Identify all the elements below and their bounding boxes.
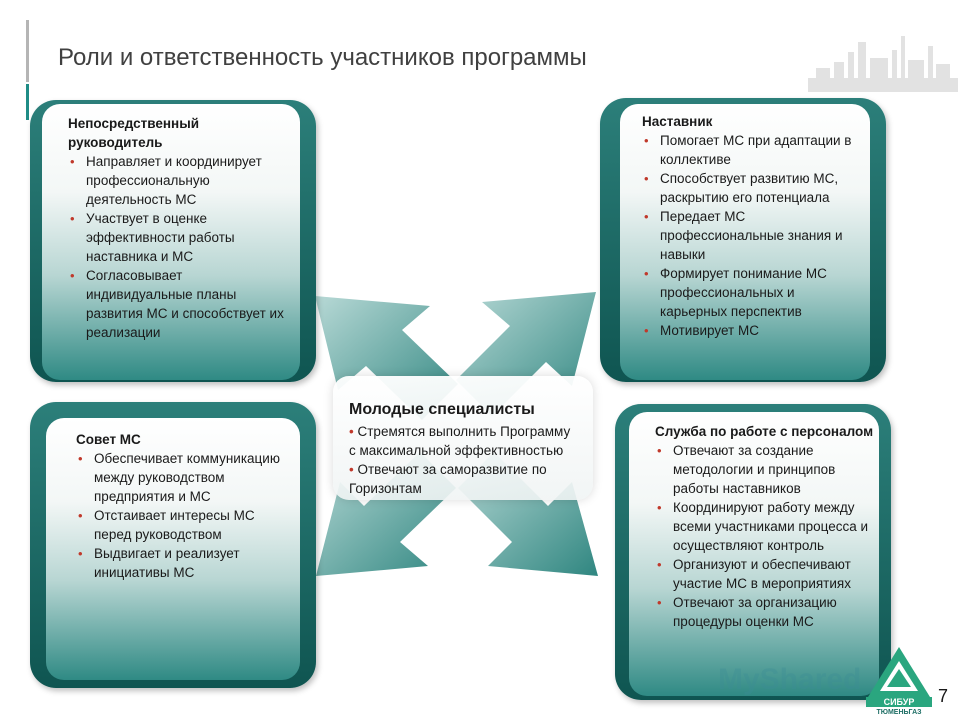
hr-card-content (629, 412, 879, 696)
watermark: MyShared (718, 663, 862, 696)
list-item: • Помогает МС при адаптации в коллективе (642, 131, 864, 169)
sibur-logo-icon (866, 645, 932, 715)
list-item: • Мотивирует МС (642, 321, 864, 340)
mentor-card-title: Наставник (642, 114, 713, 129)
list-item: • Обеспечивает коммуникацию между руководством предприятия и МС (76, 449, 292, 506)
list-item: • Отвечают за организацию процедуры оценки МС (655, 593, 875, 631)
list-item: • Согласовывает индивидуальные планы развития МС и способствует их реализации (68, 266, 290, 342)
logo-subtitle: ТЮМЕНЬГАЗ (876, 709, 922, 715)
hr-card-title: Служба по работе с персоналом (655, 424, 874, 439)
manager-card (30, 100, 316, 382)
hr-card (615, 404, 891, 700)
bullet-icon: • (349, 462, 354, 477)
council-card-content (46, 418, 300, 680)
manager-card-list (68, 152, 290, 342)
list-item: • Организуют и обеспечивают участие МС в мероприятиях (655, 555, 875, 593)
list-item: • Выдвигает и реализует инициативы МС (76, 544, 292, 582)
hr-card-list (655, 441, 875, 631)
list-item: • Координируют работу между всеми участниками процесса и осуществляют контроль (655, 498, 875, 555)
mentor-card-content (620, 104, 870, 380)
council-card-title: Совет МС (76, 432, 141, 447)
council-card (30, 402, 316, 688)
young-specialists-item (349, 460, 579, 498)
mentor-card-list (642, 131, 864, 340)
logo-name: СИБУР (883, 697, 915, 707)
young-specialists-text: Отвечают за саморазвитие по Горизонтам (349, 462, 547, 496)
list-item: • Передает МС профессиональные знания и навыки (642, 207, 864, 264)
mentor-card (600, 98, 886, 382)
page-number: 7 (938, 686, 949, 706)
young-specialists-item (349, 422, 579, 460)
manager-card-title: Непосредственный руководитель (68, 116, 200, 150)
list-item: • Отстаивает интересы МС перед руководством (76, 506, 292, 544)
young-specialists-text: Стремятся выполнить Программу с максимальной эффективностью (349, 424, 571, 458)
bullet-icon: • (349, 424, 354, 439)
list-item: • Отвечают за создание методологии и принципов работы наставников (655, 441, 875, 498)
list-item: • Участвует в оценке эффективности работы наставника и МС (68, 209, 290, 266)
manager-card-content (42, 104, 300, 380)
young-specialists-box (333, 376, 593, 500)
list-item: • Формирует понимание МС профессиональных и карьерных перспектив (642, 264, 864, 321)
council-card-list (76, 449, 292, 582)
list-item: • Направляет и координирует профессиональную деятельность МС (68, 152, 290, 209)
young-specialists-title: Молодые специалисты (349, 401, 535, 418)
list-item: • Способствует развитию МС, раскрытию его потенциала (642, 169, 864, 207)
slide-title: Роли и ответственность участников программы (58, 44, 587, 71)
